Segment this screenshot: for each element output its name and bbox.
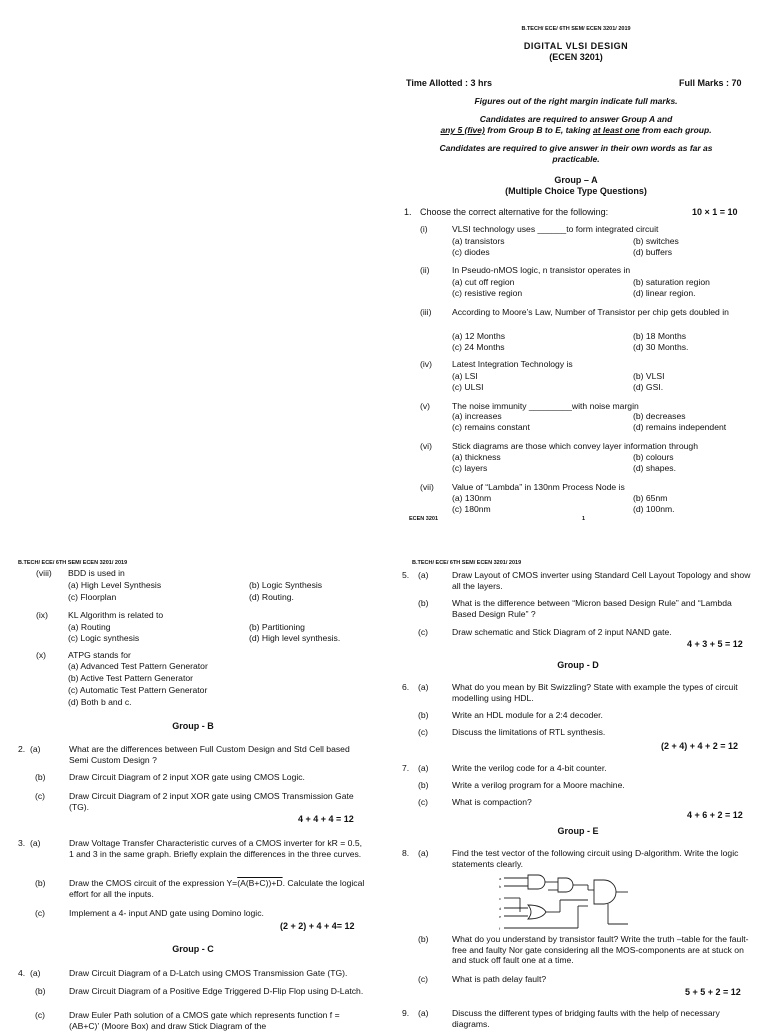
question-number: 4.: [18, 968, 26, 978]
instruction-words-2: practicable.: [552, 154, 600, 164]
question-8c: What is path delay fault?: [452, 974, 547, 984]
subpart-label: (c): [35, 1010, 46, 1020]
question-number: 6.: [402, 682, 410, 692]
subpart-label: (b): [35, 772, 46, 782]
instruction-groups-1: Candidates are required to answer Group A and: [479, 114, 673, 124]
subpart-label: (a): [418, 682, 429, 692]
question-6-marks: (2 + 4) + 4 + 2 = 12: [661, 741, 739, 751]
subpart-label: (a): [418, 763, 429, 773]
mcq-item: (x) ATPG stands for (a) Advanced Test Pattern Generator (b) Active Test Pattern Generator (c) Automatic Test Pattern Generator (d) Both b and c.: [36, 650, 208, 707]
question-7a: Write the verilog code for a 4-bit counter.: [452, 763, 607, 773]
question-number: 3.: [18, 838, 26, 848]
group-a-heading: Group – A: [554, 175, 598, 185]
page-footer-code: ECEN 3201: [409, 516, 439, 522]
mcq-item: (vii) Value of “Lambda” in 130nm Process Node is (a) 130nm (b) 65nm (c) 180nm (d) 100nm.: [420, 482, 675, 514]
question-3a: Draw Voltage Transfer Characteristic curves of a CMOS inverter for kR = 0.5, 1 and 3 in the same graph. Briefly explain the differences in the three curves.: [69, 838, 363, 859]
svg-text:b: b: [499, 884, 502, 889]
mcq-item: (i) VLSI technology uses ______to form integrated circuit (a) transistors (b) switches (c) diodes (d) buffers: [420, 224, 679, 257]
mcq-item: (ii) In Pseudo-nMOS logic, n transistor operates in (a) cut off region (b) saturation region (c) resistive region (d) linear region.: [420, 265, 710, 298]
subpart-label: (c): [418, 627, 429, 637]
question-6a: What do you mean by Bit Swizzling? State with example the types of circuit modelling using HDL.: [452, 682, 738, 703]
svg-text:d: d: [499, 906, 502, 911]
paper-code: B.TECH/ ECE/ 6TH SEM/ ECEN 3201/ 2019: [412, 560, 522, 566]
question-2a: What are the differences between Full Custom Design and Std Cell based Semi Custom Design ?: [69, 744, 350, 765]
mcq-item: (ix) KL Algorithm is related to (a) Routing (b) Partitioning (c) Logic synthesis (d) High level synthesis.: [36, 610, 341, 643]
svg-text:a: a: [499, 876, 502, 881]
question-5b: What is the difference between “Micron based Design Rule” and “Lambda Based Design Rule” ?: [452, 598, 732, 619]
subpart-label: (a): [30, 744, 41, 754]
full-marks: Full Marks : 70: [679, 78, 742, 88]
question-4b: Draw Circuit Diagram of a Positive Edge Triggered D-Flip Flop using D-Latch.: [69, 986, 364, 996]
subpart-label: (b): [418, 780, 429, 790]
subpart-label: (a): [418, 848, 429, 858]
question-9a: Discuss the different types of bridging faults with the help of necessary diagrams.: [452, 1008, 720, 1029]
instruction-words-1: Candidates are required to give answer in their own words as far as: [439, 143, 713, 153]
group-d-heading: Group - D: [557, 660, 599, 670]
question-5a: Draw Layout of CMOS inverter using Standard Cell Layout Topology and show all the layers.: [452, 570, 751, 591]
subpart-label: (b): [35, 986, 46, 996]
subpart-label: (b): [35, 878, 46, 888]
question-3b: Draw the CMOS circuit of the expression Y=(A(B+C))+D. Calculate the logical effort for all the inputs.: [69, 878, 365, 899]
svg-text:f: f: [499, 926, 501, 931]
subpart-label: (c): [35, 908, 46, 918]
subpart-label: (c): [418, 727, 429, 737]
question-3-marks: (2 + 2) + 4 + 4= 12: [280, 921, 355, 931]
mcq-item: (viii) BDD is used in (a) High Level Synthesis (b) Logic Synthesis (c) Floorplan (d) Routing.: [36, 568, 323, 602]
paper-subcode: (ECEN 3201): [549, 52, 603, 62]
instruction-marks: Figures out of the right margin indicate full marks.: [474, 96, 678, 106]
subpart-label: (c): [35, 791, 46, 801]
logic-circuit-diagram: [498, 872, 658, 934]
question-4c: Draw Euler Path solution of a CMOS gate which represents function f = (AB+C)’ (Moore Box) and draw Stick Diagram of the: [69, 1010, 340, 1031]
exam-page-3: [402, 558, 754, 1029]
exam-page-2: [18, 558, 368, 1031]
subpart-label: (a): [30, 838, 41, 848]
instruction-groups-2: any 5 (five) from Group B to E, taking at least one from each group.: [440, 125, 712, 135]
group-b-heading: Group - B: [172, 721, 214, 731]
question-7c: What is compaction?: [452, 797, 532, 807]
subpart-label: (a): [418, 1008, 429, 1018]
svg-text:e: e: [499, 914, 502, 919]
question-number: 2.: [18, 744, 26, 754]
page-number: 1: [582, 516, 586, 522]
question-1-marks: 10 × 1 = 10: [692, 207, 738, 217]
question-number: 5.: [402, 570, 410, 580]
subpart-label: (b): [418, 710, 429, 720]
subpart-label: (c): [418, 974, 429, 984]
subpart-label: (c): [418, 797, 429, 807]
group-a-subheading: (Multiple Choice Type Questions): [505, 186, 647, 196]
question-7-marks: 4 + 6 + 2 = 12: [687, 810, 743, 820]
paper-title: DIGITAL VLSI DESIGN: [523, 41, 629, 51]
subpart-label: (a): [30, 968, 41, 978]
question-5-marks: 4 + 3 + 5 = 12: [687, 639, 743, 649]
question-2c: Draw Circuit Diagram of 2 input XOR gate using CMOS Transmission Gate (TG).: [69, 791, 354, 812]
mcq-item: (iii) According to Moore’s Law, Number of Transistor per chip gets doubled in (a) 12 Months (b) 18 Months (c) 24 Months (d) 30 Months.: [420, 307, 729, 352]
exam-page-1: [396, 20, 756, 530]
question-8a: Find the test vector of the following circuit using D-algorithm. Write the logic statements clearly.: [452, 848, 739, 869]
question-number: 1.: [404, 207, 412, 217]
question-5c: Draw schematic and Stick Diagram of 2 input NAND gate.: [452, 627, 672, 637]
svg-text:c: c: [499, 896, 501, 901]
subpart-label: (b): [418, 598, 429, 608]
subpart-label: (b): [418, 934, 429, 944]
question-8b: What do you understand by transistor fault? Write the truth –table for the fault-free and faulty Nor gate considering all the MOS-components are at stuck on and stuck off fault one at a time.: [452, 934, 749, 965]
time-allotted: Time Allotted : 3 hrs: [406, 78, 493, 88]
subpart-label: (a): [418, 570, 429, 580]
question-2b: Draw Circuit Diagram of 2 input XOR gate using CMOS Logic.: [69, 772, 305, 782]
mcq-item: (iv) Latest Integration Technology is (a) LSI (b) VLSI (c) ULSI (d) GSI.: [420, 359, 665, 392]
group-e-heading: Group - E: [557, 826, 599, 836]
mcq-item: (vi) Stick diagrams are those which convey layer information through (a) thickness (b) colours (c) layers (d) shapes.: [420, 441, 698, 473]
question-8-marks: 5 + 5 + 2 = 12: [685, 987, 741, 997]
question-1-text: Choose the correct alternative for the following:: [420, 207, 609, 217]
question-2-marks: 4 + 4 + 4 = 12: [298, 814, 354, 824]
question-4a: Draw Circuit Diagram of a D-Latch using CMOS Transmission Gate (TG).: [69, 968, 348, 978]
question-7b: Write a verilog program for a Moore machine.: [452, 780, 625, 790]
paper-code: B.TECH/ ECE/ 6TH SEM/ ECEN 3201/ 2019: [18, 560, 128, 566]
question-number: 9.: [402, 1008, 410, 1018]
question-6c: Discuss the limitations of RTL synthesis.: [452, 727, 606, 737]
mcq-item: (v) The noise immunity _________with noise margin (a) increases (b) decreases (c) remains constant (d) remains independent: [420, 401, 727, 432]
question-number: 7.: [402, 763, 410, 773]
paper-code: B.TECH/ ECE/ 6TH SEM/ ECEN 3201/ 2019: [521, 26, 631, 32]
question-3c: Implement a 4- input AND gate using Domino logic.: [69, 908, 264, 918]
question-6b: Write an HDL module for a 2:4 decoder.: [452, 710, 603, 720]
question-number: 8.: [402, 848, 410, 858]
group-c-heading: Group - C: [172, 944, 214, 954]
